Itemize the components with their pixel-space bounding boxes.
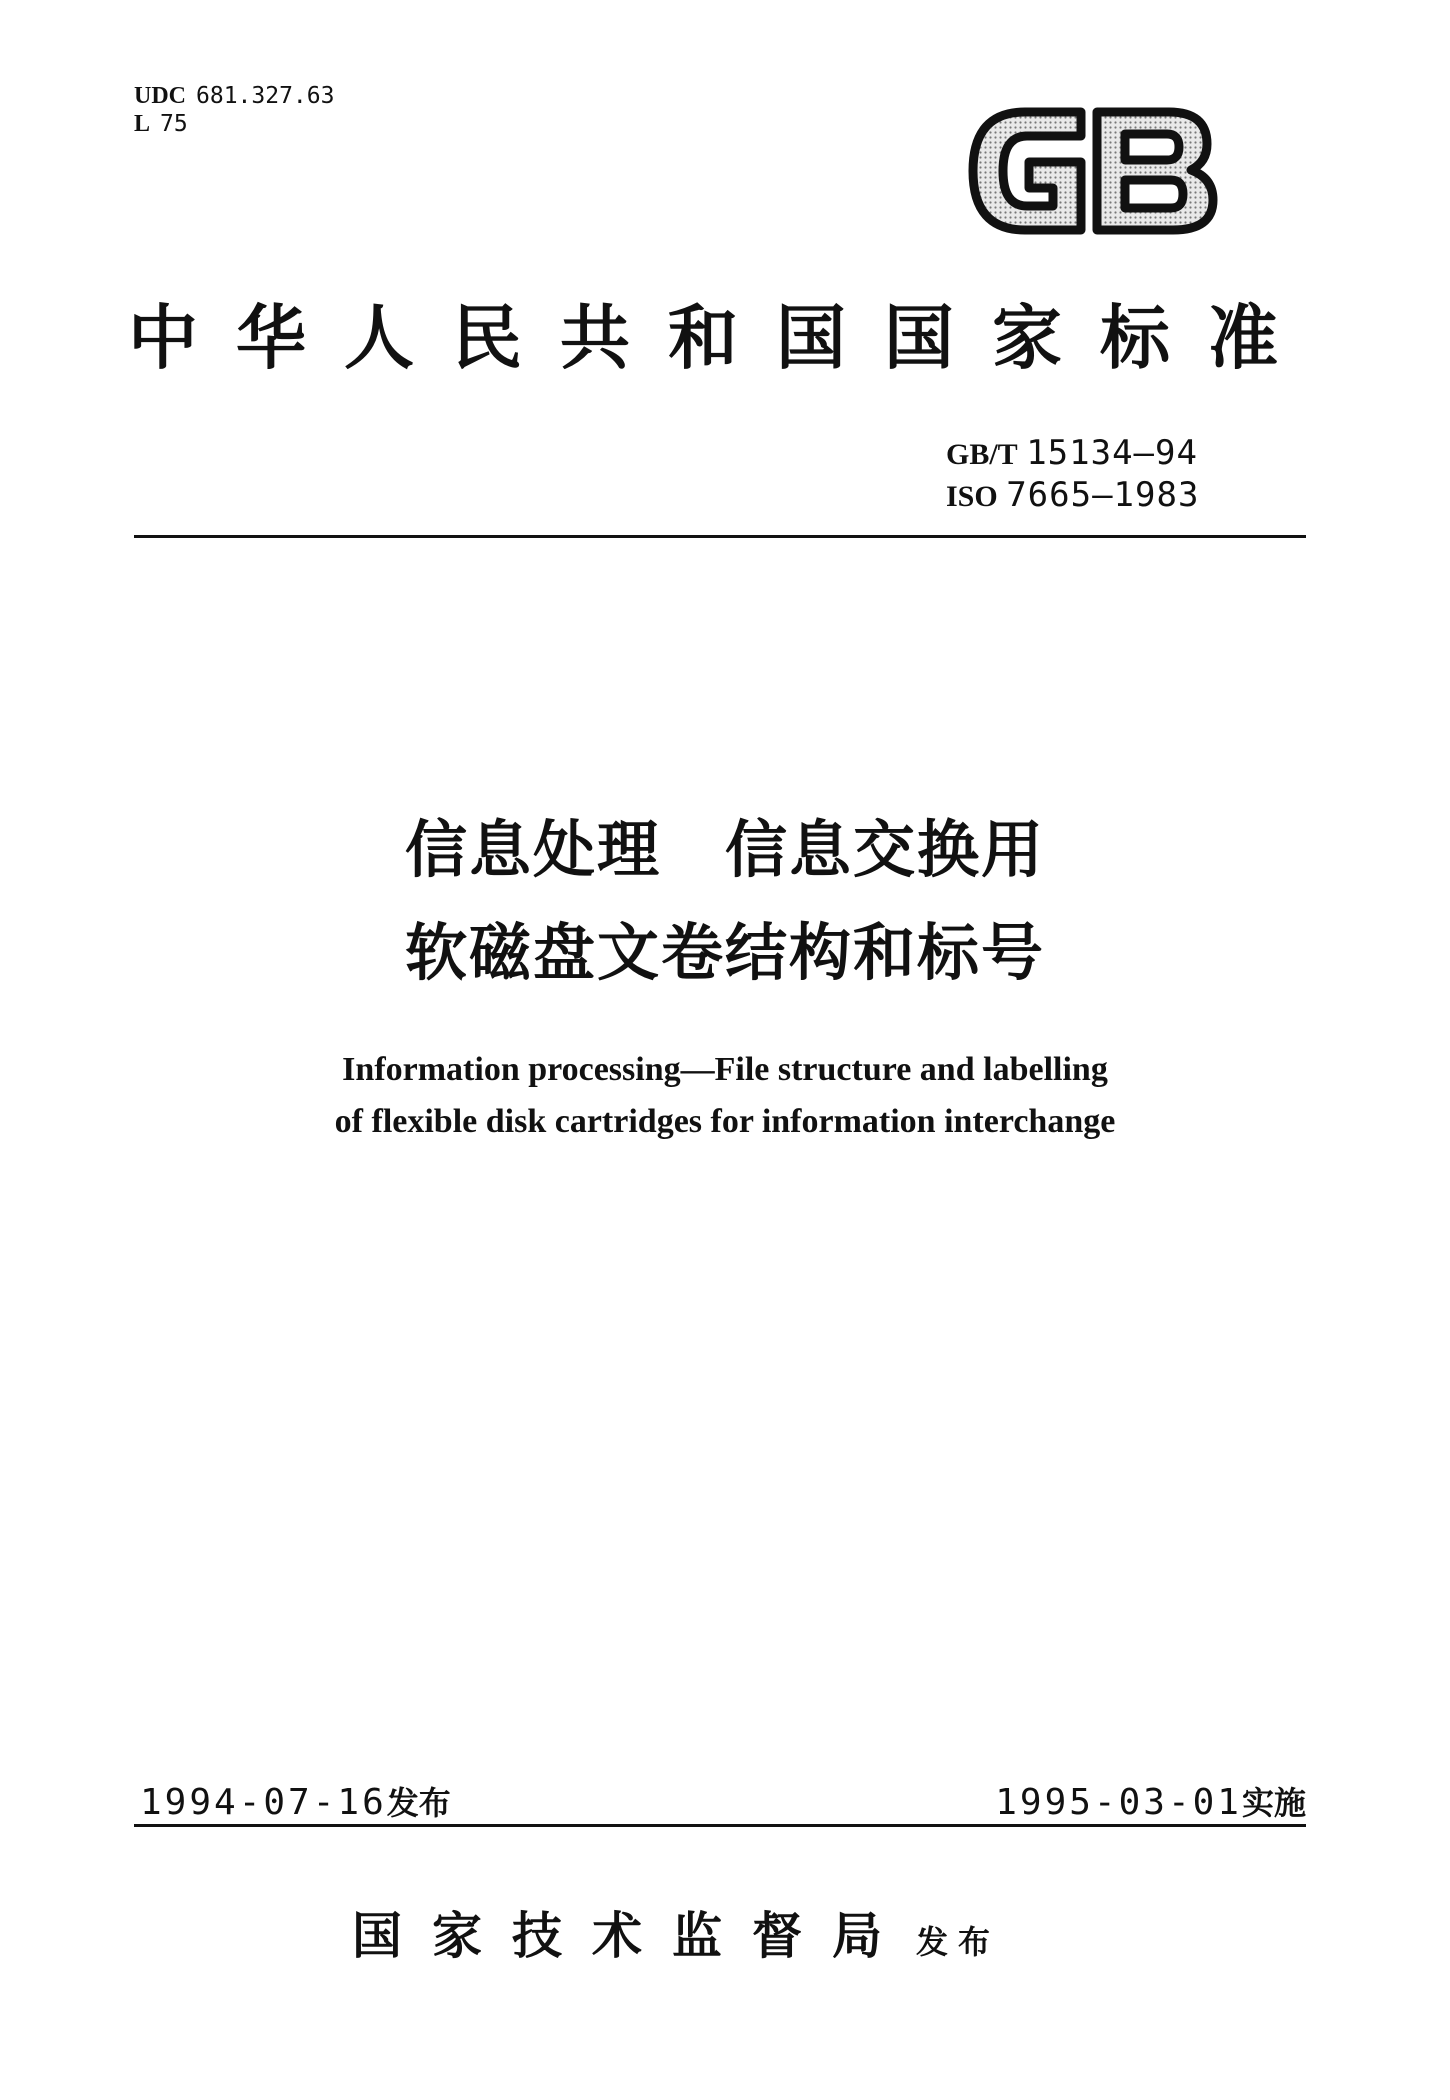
effective-date-block (995, 1778, 1306, 1824)
national-standard-title: 中华人民共和国国家标准 (128, 296, 1316, 379)
gb-number-line (946, 433, 1199, 475)
effective-label: 实施 (1241, 1784, 1306, 1822)
iso-prefix: ISO (946, 480, 998, 513)
chinese-title-line-2: 软磁盘文卷结构和标号 (404, 916, 1045, 989)
iso-number: 7665—1983 (1006, 475, 1200, 515)
udc-value: 681.327.63 (196, 83, 335, 109)
issue-date-block (140, 1778, 451, 1824)
english-title-line-1: Information processing—File structure and labelling (342, 1051, 1108, 1088)
iso-number-line (946, 475, 1199, 517)
issuer-org: 国家技术监督局 (352, 1906, 912, 1965)
udc-label: UDC (134, 83, 186, 109)
gb-number: 15134—94 (1026, 433, 1198, 473)
issuer-action: 发布 (916, 1923, 1001, 1961)
class-line (134, 110, 334, 138)
classification-block (134, 82, 334, 138)
class-label: L (134, 111, 151, 137)
issue-date: 1994-07-16 (140, 1782, 387, 1823)
udc-line (134, 82, 334, 110)
gb-logo-icon (963, 100, 1223, 242)
class-value: 75 (160, 111, 188, 137)
chinese-title-line-1: 信息处理 信息交换用 (404, 813, 1045, 886)
english-title-line-2: of flexible disk cartridges for information interchange (334, 1103, 1116, 1140)
issue-label: 发布 (386, 1784, 451, 1822)
issuer-line (352, 1896, 1000, 1968)
top-divider (134, 535, 1306, 538)
bottom-divider (134, 1824, 1306, 1827)
effective-date: 1995-03-01 (995, 1782, 1242, 1823)
standard-numbers (946, 433, 1199, 517)
date-row (140, 1778, 1306, 1828)
gb-prefix: GB/T (946, 438, 1018, 471)
